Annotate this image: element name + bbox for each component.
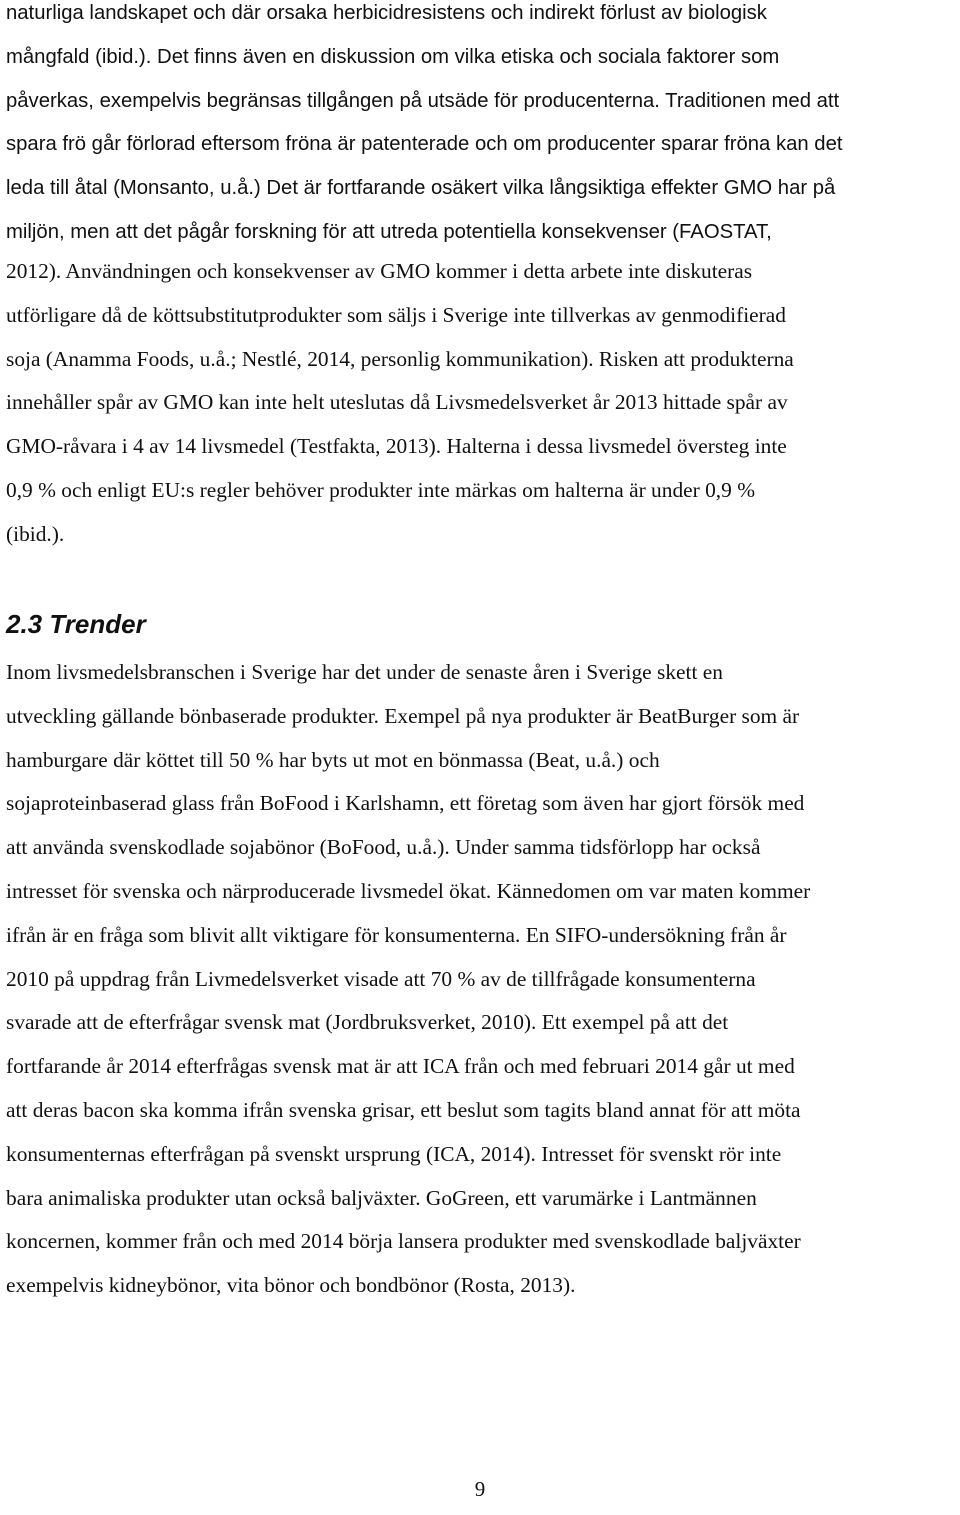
text-line: leda till åtal (Monsanto, u.å.) Det är fortfarande osäkert vilka långsiktiga effekter GMO har på	[6, 177, 836, 200]
text-line: soja (Anamma Foods, u.å.; Nestlé, 2014, personlig kommunikation). Risken att produkterna	[6, 346, 794, 371]
section-heading: 2.3 Trender	[6, 609, 146, 639]
text-line: mångfald (ibid.). Det finns även en diskussion om vilka etiska och sociala faktorer som	[6, 45, 780, 68]
text-line: Inom livsmedelsbranschen i Sverige har det under de senaste åren i Sverige skett en	[6, 660, 723, 684]
page-number: 9	[474, 1477, 486, 1501]
text-line: utveckling gällande bönbaserade produkter. Exempel på nya produkter är BeatBurger som är	[6, 703, 800, 728]
text-line: 0,9 % och enligt EU:s regler behöver produkter inte märkas om halterna är under 0,9 %	[6, 477, 756, 502]
text-line: ifrån är en fråga som blivit allt viktigare för konsumenterna. En SIFO-undersökning från år	[6, 922, 787, 947]
text-line: innehåller spår av GMO kan inte helt uteslutas då Livsmedelsverket år 2013 hittade spår av	[6, 390, 788, 415]
text-line: sojaproteinbaserad glass från BoFood i Karlshamn, ett företag som även har gjort försök med	[6, 791, 805, 816]
text-line: svarade att de efterfrågar svensk mat (Jordbruksverket, 2010). Ett exempel på att det	[6, 1010, 729, 1035]
paragraph-1	[6, 0, 956, 255]
text-line: 2010 på uppdrag från Livmedelsverket visade att 70 % av de tillfrågade konsumenterna	[6, 966, 756, 991]
text-line: intresset för svenska och närproducerade livsmedel ökat. Kännedomen om var maten kommer	[6, 878, 811, 903]
text-line: spara frö går förlorad eftersom fröna är patenterade och om producenter sparar fröna kan det	[6, 133, 843, 156]
text-line: miljön, men att det pågår forskning för att utreda potentiella konsekvenser (FAOSTAT,	[6, 220, 772, 243]
text-line: bara animaliska produkter utan också baljväxter. GoGreen, ett varumärke i Lantmännen	[6, 1185, 757, 1210]
text-line: att deras bacon ska komma ifrån svenska grisar, ett beslut som tagits bland annat för att möta	[6, 1097, 801, 1122]
text-line: påverkas, exempelvis begränsas tillgången på utsäde för producenterna. Traditionen med att	[6, 89, 840, 112]
paragraph-2	[6, 250, 956, 557]
text-line: att använda svenskodlade sojabönor (BoFood, u.å.). Under samma tidsförlopp har också	[6, 835, 761, 860]
text-line: fortfarande år 2014 efterfrågas svensk mat är att ICA från och med februari 2014 går ut med	[6, 1054, 795, 1079]
text-line: hamburgare där köttet till 50 % har byts ut mot en bönmassa (Beat, u.å.) och	[6, 747, 660, 772]
text-line: GMO-råvara i 4 av 14 livsmedel (Testfakta, 2013). Halterna i dessa livsmedel översteg inte	[6, 434, 787, 459]
text-line: naturliga landskapet och där orsaka herbicidresistens och indirekt förlust av biologisk	[6, 2, 767, 24]
text-line: 2012). Användningen och konsekvenser av GMO kommer i detta arbete inte diskuteras	[6, 259, 753, 283]
text-line: exempelvis kidneybönor, vita bönor och bondbönor (Rosta, 2013).	[6, 1273, 576, 1298]
paragraph-3	[6, 651, 956, 1308]
text-line: (ibid.).	[6, 521, 65, 546]
text-line: koncernen, kommer från och med 2014 börja lansera produkter med svenskodlade baljväxter	[6, 1229, 801, 1254]
text-line: konsumenternas efterfrågan på svenskt ursprung (ICA, 2014). Intresset för svenskt rör inte	[6, 1141, 782, 1166]
text-line: utförligare då de köttsubstitutprodukter som säljs i Sverige inte tillverkas av genmodifierad	[6, 302, 786, 327]
